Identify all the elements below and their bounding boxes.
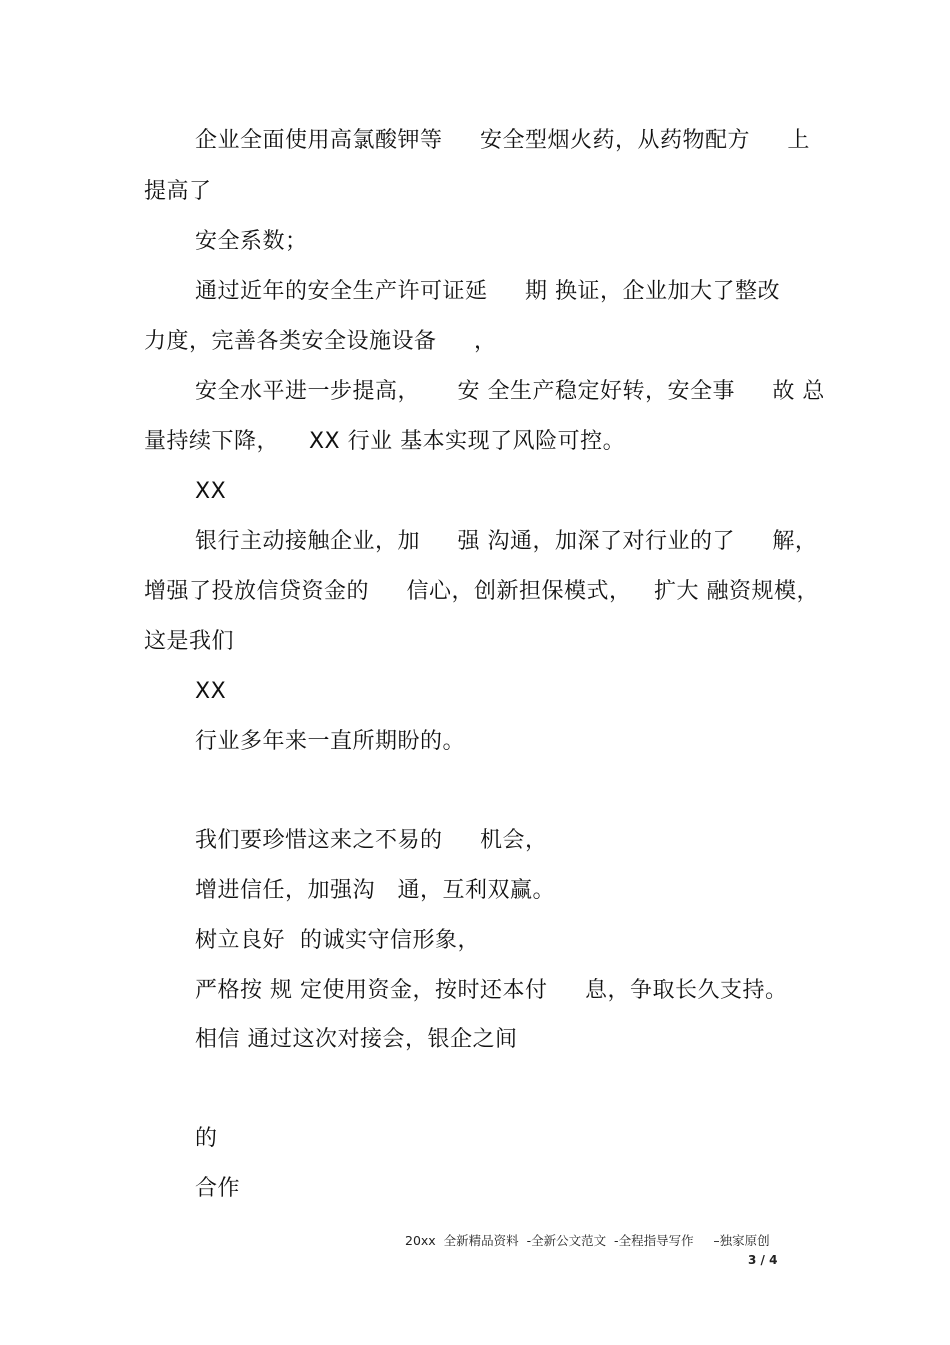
body-line-6: 安全水平进一步提高， 安 全生产稳定好转，安全事 故 总 — [195, 379, 825, 404]
body-line-7: 量持续下降， XX 行业 基本实现了风险可控。 — [144, 429, 626, 454]
body-line-9: 银行主动接触企业，加 强 沟通，加深了对行业的了 解， — [195, 529, 818, 554]
body-line-13: 行业多年来一直所期盼的。 — [195, 729, 466, 754]
body-line-1: 企业全面使用高氯酸钾等 安全型烟火药，从药物配方 上 — [195, 128, 810, 153]
page-footer: 20xx 全新精品资料 -全新公文范文 -全程指导写作 –独家原创 — [405, 1233, 770, 1248]
body-line-19: 的 — [195, 1126, 218, 1151]
body-line-11: 这是我们 — [144, 629, 235, 654]
body-line-15: 增进信任，加强沟 通，互利双赢。 — [195, 878, 555, 903]
body-line-18: 相信 通过这次对接会，银企之间 — [195, 1027, 518, 1052]
body-line-2: 提高了 — [144, 179, 212, 204]
body-line-17: 严格按 规 定使用资金，按时还本付 息，争取长久支持。 — [195, 978, 788, 1003]
body-line-5: 力度，完善各类安全设施设备 ， — [144, 329, 497, 354]
body-line-12: XX — [195, 679, 227, 704]
body-line-3: 安全系数； — [195, 229, 308, 254]
body-line-4: 通过近年的安全生产许可证延 期 换证，企业加大了整改 — [195, 279, 780, 304]
body-line-10: 增强了投放信贷资金的 信心，创新担保模式， 扩大 融资规模， — [144, 579, 819, 604]
body-line-20: 合作 — [195, 1176, 241, 1201]
body-line-14: 我们要珍惜这来之不易的 机会， — [195, 828, 548, 853]
body-line-16: 树立良好 的诚实守信形象， — [195, 928, 480, 953]
page-number: 3 / 4 — [748, 1253, 778, 1267]
body-line-8: XX — [195, 479, 227, 504]
